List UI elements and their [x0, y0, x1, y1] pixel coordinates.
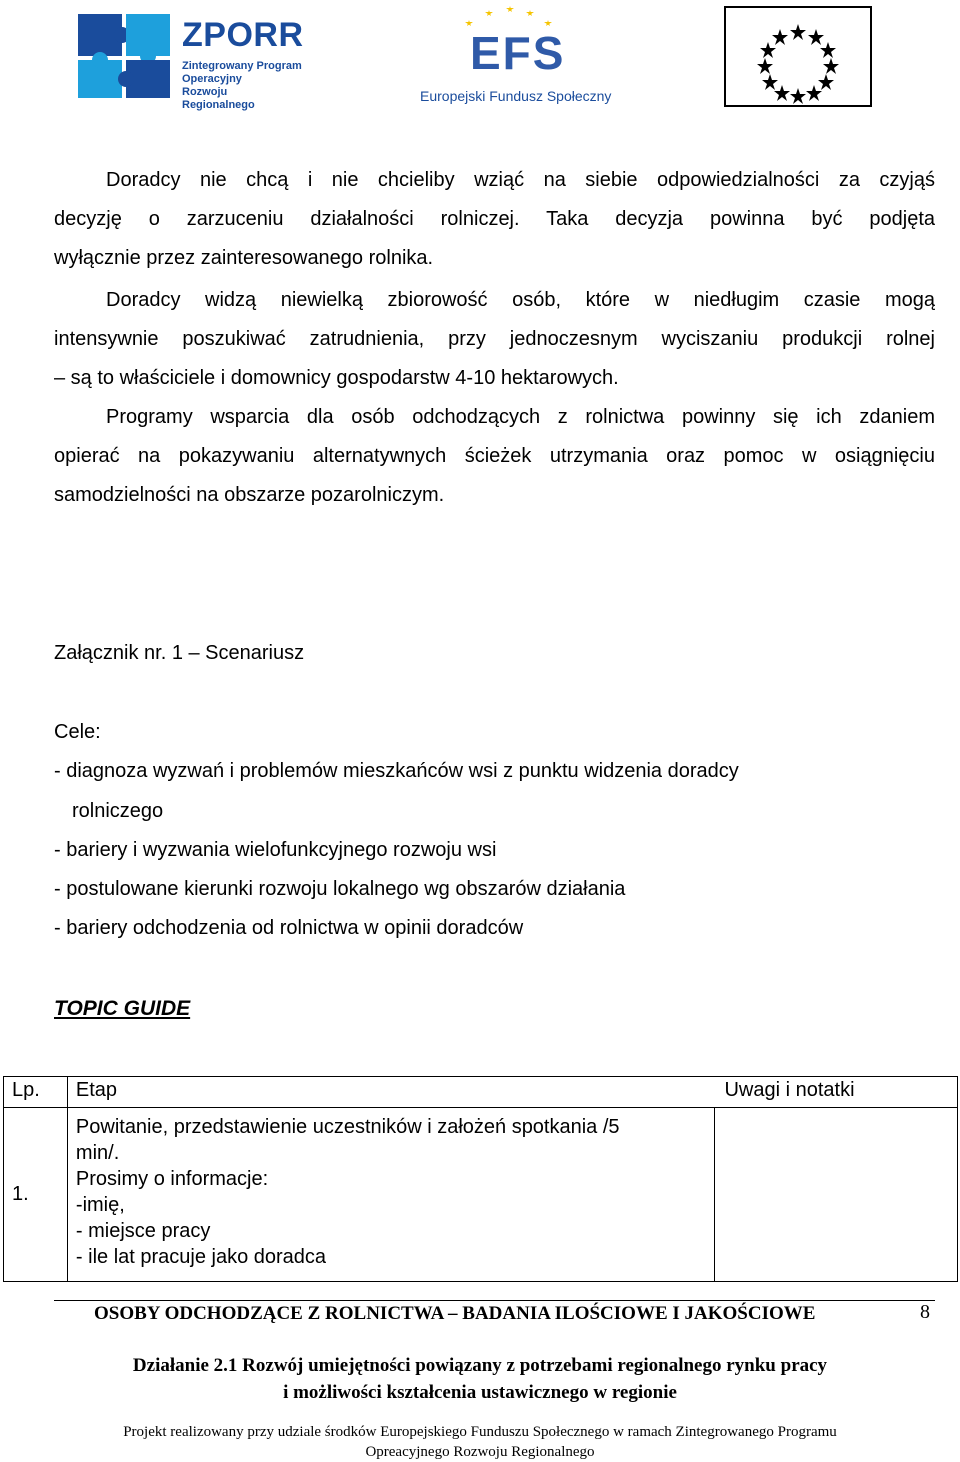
zporr-subtitle-line: Operacyjny: [182, 73, 242, 85]
paragraph-line: Programy wsparcia dla osób odchodzących z rolnictwa powinny się ich zdaniem: [106, 406, 935, 428]
zporr-subtitle: [182, 60, 302, 112]
goals-label: Cele:: [54, 721, 101, 743]
topic-guide-table: [3, 1076, 958, 1282]
paragraph-line: Doradcy nie chcą i nie chcieliby wziąć na siebie odpowiedzialności za czyjąś: [106, 169, 935, 191]
paragraph-line: opierać na pokazywaniu alternatywnych ścieżek utrzymania oraz pomoc w osiągnięciu: [54, 445, 935, 467]
eu-stars-icon: [726, 8, 870, 105]
zporr-logo: [76, 10, 304, 111]
footer-project-line: Opreacyjnego Rozwoju Regionalnego: [365, 1444, 595, 1460]
header-cell-etap: [67, 1077, 714, 1108]
zporr-subtitle-line: Rozwoju Regionalnego: [182, 86, 255, 111]
paragraph-line: samodzielności na obszarze pozarolniczym.: [54, 484, 445, 506]
footer-action: [0, 1352, 960, 1406]
row-notes: [714, 1108, 957, 1282]
header-label-etap: Etap: [75, 1079, 118, 1101]
paragraph-advisors-decision: [54, 161, 935, 278]
table-header-row: [4, 1077, 958, 1108]
paragraph-support-programs: [54, 398, 935, 515]
efs-logo: [420, 4, 610, 108]
header-label-lp: Lp.: [12, 1079, 40, 1101]
header-cell-lp: [4, 1077, 68, 1108]
footer-project: [0, 1422, 960, 1462]
etap-line: - ile lat pracuje jako doradca: [75, 1246, 327, 1268]
goal-item: - diagnoza wyzwań i problemów mieszkańców wsi z punktu widzenia doradcy: [54, 760, 739, 782]
footer-divider: [54, 1300, 935, 1301]
zporr-subtitle-line: Zintegrowany Program: [182, 60, 302, 72]
efs-title: EFS: [470, 27, 566, 79]
zporr-puzzle-icon: [76, 10, 176, 100]
page-number: 8: [920, 1301, 930, 1323]
efs-caption: Europejski Fundusz Społeczny: [420, 88, 612, 104]
paragraph-line: – są to właściciele i domownicy gospodarstw 4-10 hektarowych.: [54, 367, 619, 389]
etap-line: Prosimy o informacje:: [75, 1168, 269, 1190]
etap-line: - miejsce pracy: [75, 1220, 211, 1242]
header-label-notes: Uwagi i notatki: [724, 1079, 855, 1101]
row-number: 1.: [4, 1108, 68, 1282]
goal-item: - bariery odchodzenia od rolnictwa w opinii doradców: [54, 917, 524, 939]
footer-title: OSOBY ODCHODZĄCE Z ROLNICTWA – BADANIA ILOŚCIOWE I JAKOŚCIOWE: [94, 1303, 816, 1324]
footer-action-line: Działanie 2.1 Rozwój umiejętności powiązany z potrzebami regionalnego rynku pracy: [132, 1355, 828, 1376]
goal-item-continuation: rolniczego: [72, 800, 164, 822]
paragraph-line: intensywnie poszukiwać zatrudnienia, przy jednoczesnym wyciszaniu produkcji rolnej: [54, 328, 935, 350]
annex-heading: Załącznik nr. 1 – Scenariusz: [54, 642, 305, 664]
goal-item: - bariery i wyzwania wielofunkcyjnego rozwoju wsi: [54, 839, 497, 861]
paragraph-line: Doradcy widzą niewielką zbiorowość osób, które w niedługim czasie mogą: [106, 289, 935, 311]
etap-line: -imię,: [75, 1194, 125, 1216]
footer-action-line: i możliwości kształcenia ustawicznego w regionie: [283, 1382, 677, 1403]
etap-line: Powitanie, przedstawienie uczestników i założeń spotkania /5: [75, 1116, 620, 1138]
goal-item: - postulowane kierunki rozwoju lokalnego wg obszarów działania: [54, 878, 626, 900]
topic-guide-heading: TOPIC GUIDE: [54, 997, 191, 1020]
header-cell-notes: [714, 1077, 957, 1108]
row-etap: [67, 1108, 714, 1282]
paragraph-line: decyzję o zarzuceniu działalności rolniczej. Taka decyzja powinna być podjęta: [54, 208, 935, 230]
table-row: [4, 1108, 958, 1282]
paragraph-line: wyłącznie przez zainteresowanego rolnika.: [54, 247, 434, 269]
paragraph-advisors-employment: [54, 281, 935, 398]
footer-project-line: Projekt realizowany przy udziale środków Europejskiego Funduszu Społecznego w ramach Zintegrowanego Programu: [123, 1424, 837, 1440]
zporr-title: ZPORR: [182, 16, 304, 54]
etap-line: min/.: [75, 1142, 120, 1164]
eu-flag-logo: [724, 6, 872, 107]
